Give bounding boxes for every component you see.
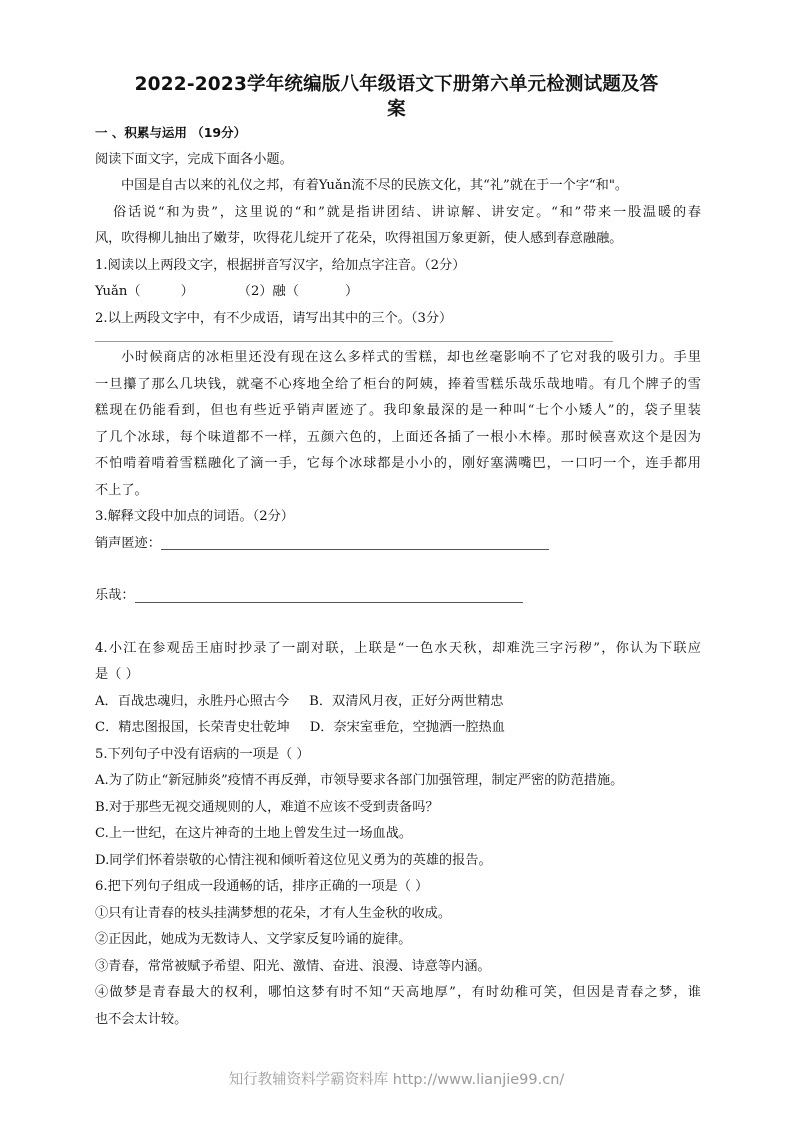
paragraph-2-line-1: 俗话说“和为贵”，这里说的“和”就是指讲团结、讲谅解、讲安定。“和”带来一股温暖的春 [113,204,701,220]
title-line-1: 2022-2023学年统编版八年级语文下册第六单元检测试题及答 [134,74,659,95]
section-intro: 阅读下面文字，完成下面各小题。 [95,151,293,167]
passage-line-2: 一旦攥了那么几块钱，就毫不心疼地全给了柜台的阿姨，捧着雪糕乐哉乐哉地啃。有几个牌子的雪 [95,376,701,392]
passage-line-3: 糕现在仍能看到，但也有些近乎销声匿迹了。我印象最深的是一种叫“七个小矮人”的，袋子里装 [95,403,701,418]
q4-option-a: A．百战忠魂归，永胜丹心照古今 [95,693,290,709]
title-line-2: 案 [387,99,406,120]
paragraph-2-line-2: 风，吹得柳儿抽出了嫩芽，吹得花儿绽开了花朵，吹得祖国万象更新，使人感到春意融融。 [95,231,623,246]
q4-option-d: D．奈宋室垂危，空抛洒一腔热血 [309,720,505,735]
q1-answer-a-close: ） [180,284,194,299]
passage-line-5: 不怕啃着啃着雪糕融化了滴一手，它每个冰球都是小小的，刚好塞满嘴巴，一口叼一个，连手都用 [95,456,701,471]
question-4-options-cd [95,715,701,742]
passage-line-6: 不上了。 [95,482,148,498]
passage-line-4: 了几个冰球，每个味道都不一样，五颜六色的，上面还各插了一根小木棒。那时候喜欢这个是因为 [95,429,701,445]
question-3: 3.解释文段中加点的词语。（2分） [95,509,294,524]
q6-sentence-1: ①只有让青春的枝头挂满梦想的花朵，才有人生金秋的收成。 [95,905,452,921]
spacer [95,557,701,583]
passage-line-1: 小时候商店的冰柜里还没有现在这么多样式的雪糕，却也丝毫影响不了它对我的吸引力。手里 [121,350,701,365]
q3-answer-b-label: 乐哉： [95,588,135,603]
question-5: 5.下列句子中没有语病的一项是（ ） [95,746,310,762]
q6-sentence-2: ②正因此，她成为无数诗人、文学家反复吟诵的旋律。 [95,932,412,947]
q3-answer-a [95,531,701,558]
question-1-answers [95,279,701,306]
q5-option-c: C.上一世纪，在这片神奇的土地上曾发生过一场血战。 [95,826,413,841]
q4-option-c: C．精忠图报国，长荣青史壮乾坤 [95,720,290,735]
footer-watermark: 知行教辅资料学霸资料库 http://www.lianjie99.cn/ [228,1072,565,1088]
question-4-line-1: 4.小江在参观岳王庙时抄录了一副对联，上联是“一色水天秋，却难洗三字污秽”，你认为下联应 [95,640,701,656]
question-2: 2.以上两段文字中，有不少成语，请写出其中的三个。（3分） [95,310,453,326]
q1-answer-b-label: （2）融（ [237,284,299,299]
q4-option-b: B．双清风月夜，正好分两世精忠 [309,693,504,709]
q3-answer-a-label: 销声匿迹： [95,535,161,551]
paragraph-1: 中国是自古以来的礼仪之邦，有着Yuǎn流不尽的民族文化，其“礼”就在于一个字“和"。 [121,178,629,193]
q6-sentence-4-line-1: ④做梦是青春最大的权利，哪怕这梦有时不知“天高地厚”，有时幼稚可笑，但因是青春之梦，谁 [95,985,701,1000]
q3-answer-a-line[interactable] [161,549,549,550]
spacer [95,610,701,636]
section-heading: 一 、积累与运用 （19分） [95,125,247,140]
q6-sentence-4-line-2: 也不会太计较。 [95,1011,188,1027]
q1-answer-b-close: ） [344,284,359,299]
document-title [80,72,713,122]
question-4-options-ab [95,689,701,716]
question-1: 1.阅读以上两段文字，根据拼音写汉字，给加点字注音。（2分） [95,257,466,273]
question-6: 6.把下列句子组成一段通畅的话，排序正确的一项是（ ） [95,879,429,894]
q1-answer-a-label: Yuǎn（ [95,284,141,299]
q5-option-a: A.为了防止“新冠肺炎”疫情不再反弹，市领导要求各部门加强管理，制定严密的防范措施。 [95,773,624,788]
q5-option-b: B.对于那些无视交通规则的人，难道不应该不受到责备吗？ [95,799,439,815]
q6-sentence-3: ③青春，常常被赋予希望、阳光、激情、奋进、浪漫、诗意等内涵。 [95,958,491,974]
answer-line [95,341,613,342]
q5-option-d: D.同学们怀着崇敬的心情注视和倾听着这位见义勇为的英雄的报告。 [95,852,492,868]
question-4-line-2: 是（ ） [95,667,139,682]
q3-answer-b [95,583,701,610]
document-body [95,120,701,1033]
q3-answer-b-line[interactable] [135,602,523,603]
